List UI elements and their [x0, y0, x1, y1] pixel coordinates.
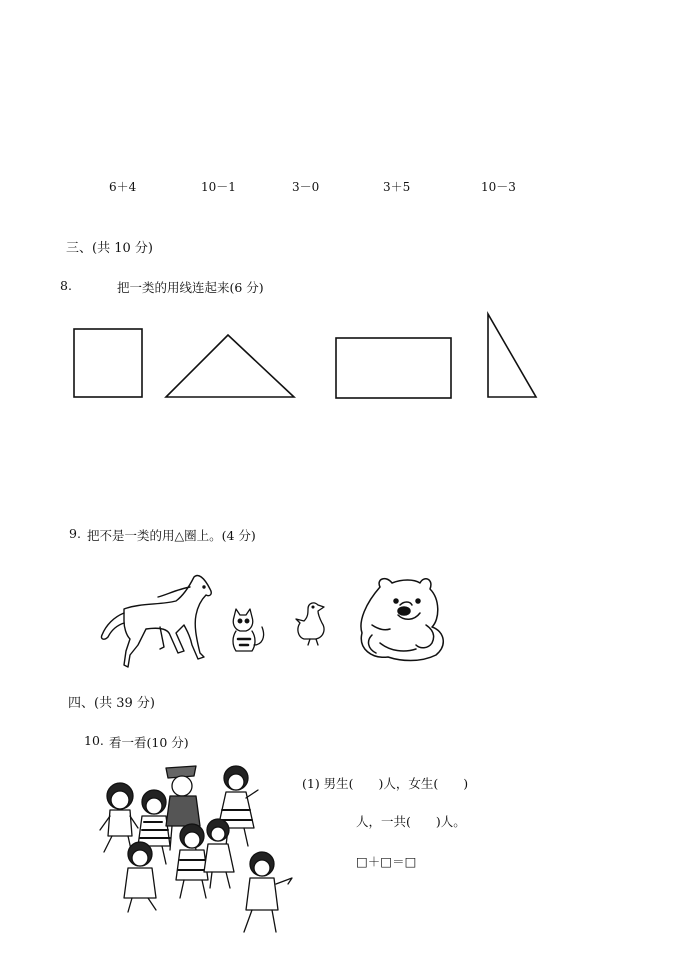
rectangle-shape[interactable]: [336, 338, 451, 398]
section-4-title: 四、(共 39 分): [68, 696, 155, 711]
child-icon: [176, 824, 208, 898]
expression-2: 10－1: [201, 180, 236, 194]
q9-number: 9.: [69, 526, 81, 541]
horse-icon[interactable]: [101, 576, 211, 668]
square-shape[interactable]: [74, 329, 142, 397]
expression-3: 3－0: [292, 180, 320, 194]
q10-line-3: □＋□＝□: [356, 854, 417, 869]
bear-icon[interactable]: [361, 579, 443, 661]
expression-1: 6＋4: [109, 180, 137, 194]
q10-text: 看一看(10 分): [109, 735, 189, 750]
cat-icon[interactable]: [233, 609, 264, 651]
child-icon: [204, 819, 234, 888]
section-3-title: 三、(共 10 分): [66, 241, 153, 256]
children-illustration: [92, 760, 302, 940]
expression-5: 10－3: [481, 180, 516, 194]
child-icon: [100, 783, 138, 854]
duck-icon[interactable]: [296, 603, 324, 645]
q9-animals: [0, 565, 688, 685]
q10-line-1: (1) 男生( )人，女生( ): [302, 776, 469, 791]
child-icon: [244, 852, 292, 932]
q10-number: 10.: [84, 733, 104, 748]
triangle-shape[interactable]: [166, 335, 294, 397]
q10-line-2: 人，一共( )人。: [356, 814, 466, 829]
q8-shapes: [0, 308, 688, 408]
q8-number: 8.: [60, 278, 72, 293]
expression-4: 3＋5: [383, 180, 411, 194]
q8-text: 把一类的用线连起来(6 分): [117, 280, 264, 295]
right-triangle-shape[interactable]: [488, 314, 536, 397]
q9-text: 把不是一类的用△圈上。(4 分): [87, 528, 256, 543]
child-icon: [124, 842, 156, 912]
